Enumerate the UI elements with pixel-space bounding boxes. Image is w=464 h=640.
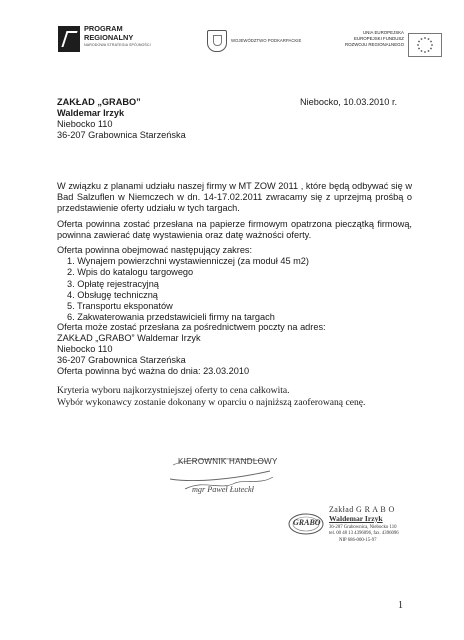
list-item: 1. Wynajem powierzchni wystawienniczej (za moduł 45 m2) <box>67 256 309 266</box>
addressee-person: Waldemar Irzyk <box>57 108 125 118</box>
program-title-line-2: REGIONALNY <box>84 33 134 42</box>
list-item: 2. Wpis do katalogu targowego <box>67 267 194 278</box>
eu-line-1: UNIA EUROPEJSKA <box>363 30 404 35</box>
stamp-line-4: tel. 00 48 13 4396096, fax. 4396096 <box>329 531 399 537</box>
intro-paragraph: W związku z planami udziału naszej firmy w MT ZOW 2011 , które będą odbywać się w Bad Salzuflen w Niemczech w dn. 14-17.02.2011 zwracamy się z uprzejmą prośbą o przedstawienie oferty udziału w tych targach. <box>57 181 412 213</box>
offer-form-paragraph: Oferta powinna zostać przesłana na papierze firmowym opatrzona pieczątką firmową, powinna zawierać datę wystawienia oraz datę ważności oferty. <box>57 219 412 240</box>
signature-role: KIEROWNIK HANDLOWY <box>178 457 278 466</box>
stamp-line-3: 36-207 Grabownica, Niebocko 110 <box>329 525 397 530</box>
company-stamp <box>329 505 399 544</box>
send-address-line-2: Niebocko 110 <box>57 344 113 354</box>
program-flag-icon <box>58 26 80 52</box>
eu-logo <box>342 30 442 60</box>
scope-list <box>67 256 309 324</box>
eu-flag-icon <box>408 33 442 57</box>
grabo-logo-text: GRABO <box>293 518 321 527</box>
addressee-city: 36-207 Grabownica Starzeńska <box>57 130 186 140</box>
stamp-line-1: Zakład G R A B O <box>329 505 395 514</box>
list-item: 5. Transportu eksponatów <box>67 301 173 312</box>
criteria-text: Kryteria wyboru najkorzystniejszej oferty to cena całkowita. <box>57 385 290 396</box>
signature-name: mgr Paweł Łuteckł <box>192 485 254 494</box>
grabo-logo <box>287 512 325 536</box>
voivodeship-logo <box>207 30 317 54</box>
program-regionalny-logo <box>58 24 188 60</box>
eu-line-2: EUROPEJSKI FUNDUSZ <box>353 35 404 41</box>
list-item: 6. Zakwaterowania przedstawicieli firmy na targach <box>67 312 275 323</box>
selection-text: Wybór wykonawcy zostanie dokonany w oparciu o najniższą zaoferowaną cenę. <box>57 397 366 408</box>
eu-text <box>342 30 404 47</box>
send-intro: Oferta może zostać przesłana za pośrednictwem poczty na adres: <box>57 322 326 332</box>
stamp-line-2: Waldemar Irzyk <box>329 514 383 523</box>
list-item: 3. Opłatę rejestracyjną <box>67 278 159 289</box>
eu-line-3: ROZWOJU REGIONALNEGO <box>344 41 404 47</box>
stamp-details <box>329 525 399 544</box>
program-subtitle: NARODOWA STRATEGIA SPÓJNOŚCI <box>84 43 151 47</box>
voivodeship-label: WOJEWÓDZTWO PODKARPACKIE <box>231 38 302 43</box>
program-title <box>84 24 133 42</box>
page-number: 1 <box>398 600 403 611</box>
coat-of-arms-icon <box>207 30 227 52</box>
scope-intro: Oferta powinna obejmować następujący zakres: <box>57 245 253 255</box>
validity-date: Oferta powinna być ważna do dnia: 23.03.2010 <box>57 366 250 376</box>
list-item: 4. Obsługę techniczną <box>67 289 158 300</box>
addressee-street: Niebocko 110 <box>57 119 113 129</box>
program-title-line-1: PROGRAM <box>84 24 123 33</box>
addressee-company: ZAKŁAD „GRABO” <box>57 97 141 107</box>
place-date: Niebocko, 10.03.2010 r. <box>300 97 398 107</box>
send-address-line-1: ZAKŁAD „GRABO” Waldemar Irzyk <box>57 333 201 343</box>
stamp-line-5: NIP 686-000-15-97 <box>339 537 377 543</box>
send-address-line-3: 36-207 Grabownica Starzeńska <box>57 355 186 365</box>
